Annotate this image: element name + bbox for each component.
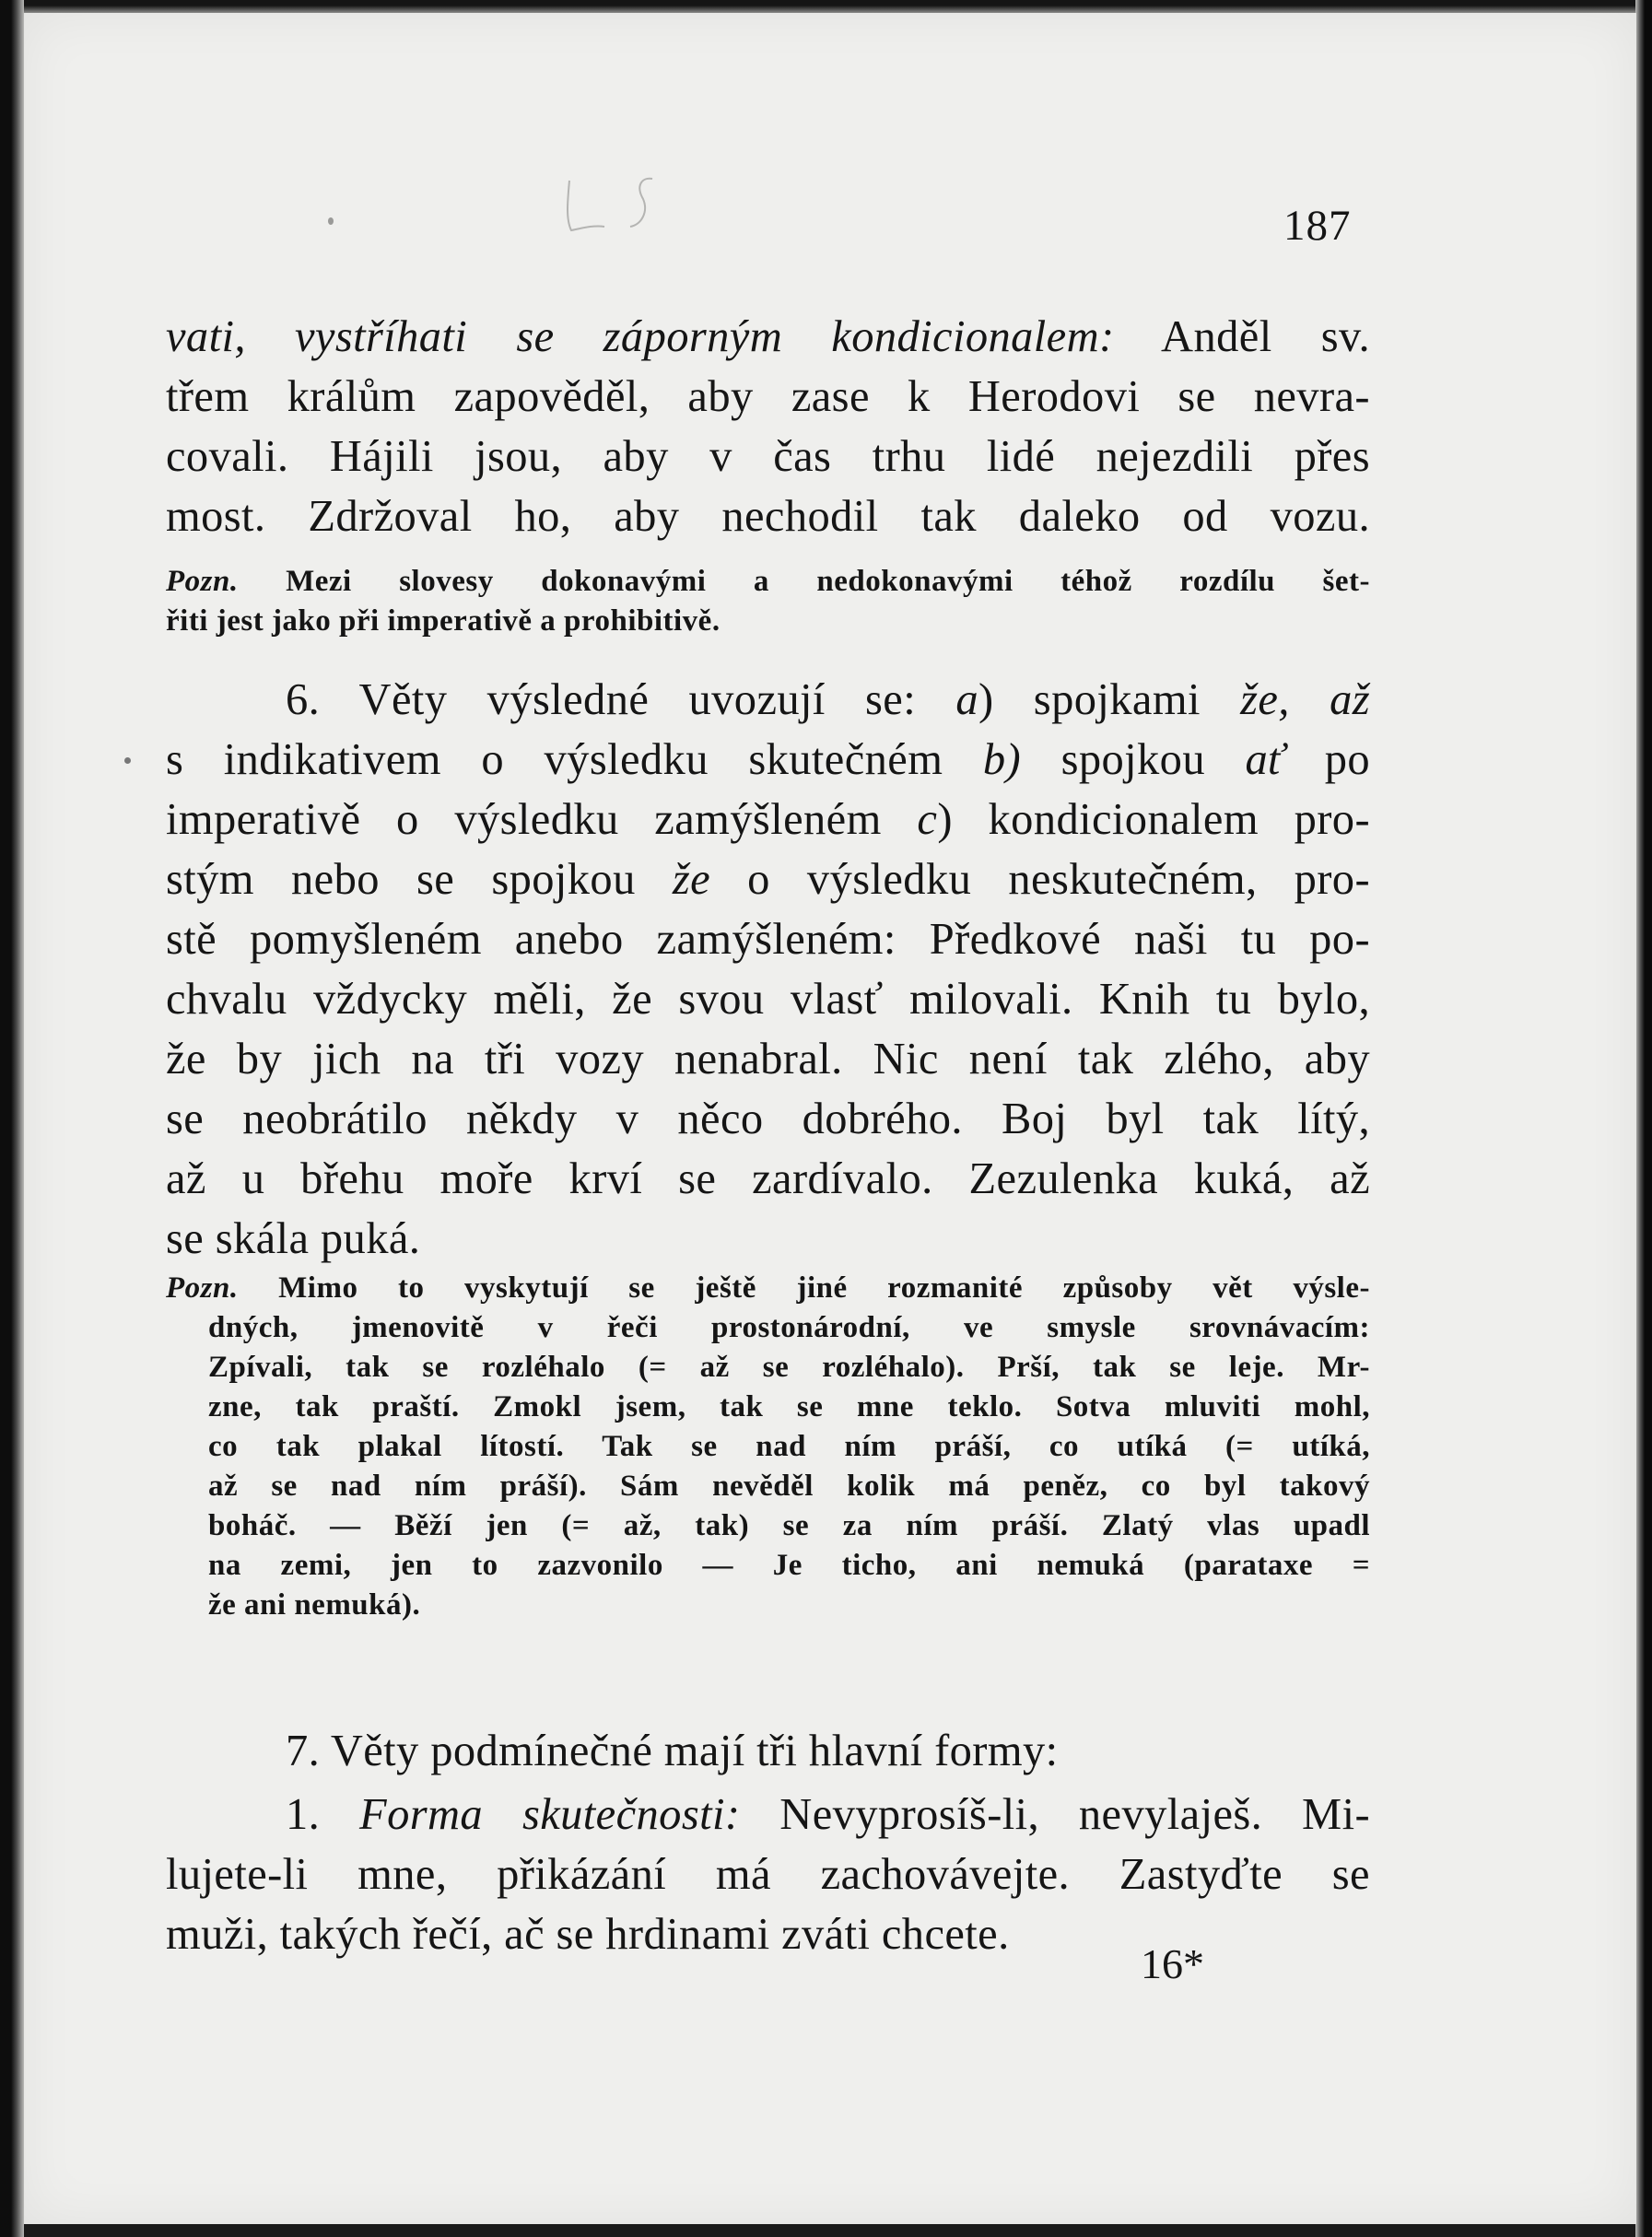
paragraph-continuation <box>166 307 1370 546</box>
text-span: ) spojkami <box>978 675 1241 724</box>
scan-left-edge <box>0 0 24 2237</box>
page-number: 187 <box>1283 202 1352 250</box>
text-line: covali. Hájili jsou, aby v čas trhu lidé nejezdili přes <box>166 432 1370 481</box>
pencil-mark <box>553 173 673 238</box>
text-line: na zemi, jen to zazvonilo — Je ticho, ani nemuká (parataxe = <box>208 1549 1370 1582</box>
text-line: se neobrátilo někdy v něco dobrého. Boj byl tak lítý, <box>166 1095 1370 1143</box>
text-line: co tak plakal lítostí. Tak se nad ním práší, co utíká (= utíká, <box>208 1430 1370 1463</box>
text-span: s indikativem o výsledku skutečném <box>166 735 983 784</box>
signature-mark: 16* <box>1141 1940 1204 1987</box>
text-line: řiti jest jako při imperativě a prohibitivě. <box>166 604 721 638</box>
text-line <box>166 730 1370 790</box>
text-span: 6. Věty výsledné uvozují se: <box>286 675 956 724</box>
text-span: Nevyprosíš-li, nevylaješ. Mi- <box>740 1790 1370 1839</box>
text-span: po <box>1284 735 1370 784</box>
text-line: boháč. — Běží jen (= až, tak) se za ním práší. Zlatý vlas upadl <box>208 1509 1370 1542</box>
margin-dot <box>124 757 131 764</box>
text-line: že ani nemuká). <box>208 1588 421 1622</box>
text-span: Anděl sv. <box>1114 312 1370 361</box>
scan-top-edge <box>0 0 1652 13</box>
note-2 <box>166 1269 1370 1625</box>
italic-term: a <box>955 675 979 724</box>
text-line: třem králům zapověděl, aby zase k Herodovi se nevra- <box>166 372 1370 421</box>
text-span: 1. <box>286 1790 360 1839</box>
text-line: Zpívali, tak se rozléhalo (= až se rozléhalo). Prší, tak se leje. Mr- <box>208 1351 1370 1384</box>
text-line <box>166 1269 1370 1308</box>
text-line: muži, takých řečí, ač se hrdinami zváti chcete. <box>166 1910 1010 1959</box>
text-line: až u břehu moře krví se zardívalo. Zezulenka kuká, až <box>166 1154 1370 1203</box>
text-line: stě pomyšleném anebo zamýšleném: Předkové naši tu po- <box>166 915 1370 964</box>
text-line: zne, tak praští. Zmokl jsem, tak se mne teklo. Sotva mluviti mohl, <box>208 1390 1370 1423</box>
italic-term: Forma skutečnosti: <box>359 1790 741 1839</box>
italic-term: c <box>917 795 938 844</box>
text-line <box>166 307 1370 367</box>
italic-term: že <box>672 855 711 904</box>
text-span: imperativě o výsledku zamýšleném <box>166 795 918 844</box>
text-span: spojkou <box>1021 735 1246 784</box>
text-span: Mezi slovesy dokonavými a nedokonavými téhož rozdílu šet- <box>238 565 1370 598</box>
italic-term: b) <box>982 735 1022 784</box>
text-line: lujete-li mne, přikázání má zachovávejte. Zastyďte se <box>166 1850 1370 1899</box>
text-span: ) kondicionalem pro- <box>937 795 1370 844</box>
italic-term: že, až <box>1240 675 1370 724</box>
section-7-form-1 <box>166 1785 1370 1964</box>
italic-term: vati, vystříhati se záporným kondicionalem: <box>166 312 1115 361</box>
scan-right-edge <box>1635 0 1652 2237</box>
text-line <box>166 790 1370 849</box>
scan-speck <box>328 217 334 225</box>
note-label: Pozn. <box>166 565 239 598</box>
text-line <box>166 849 1370 909</box>
note-1 <box>166 562 1370 641</box>
text-span: Mimo to vyskytují se ještě jiné rozmanité způsoby vět výsle- <box>238 1271 1370 1305</box>
text-line: 7. Věty podmínečné mají tři hlavní formy: <box>286 1727 1059 1775</box>
text-line: se skála puká. <box>166 1214 421 1263</box>
italic-term: ať <box>1245 735 1285 784</box>
text-line <box>166 562 1370 602</box>
text-line: dných, jmenovitě v řeči prostonárodní, ve smysle srovnávacím: <box>208 1311 1370 1344</box>
section-6-paragraph <box>166 670 1370 1269</box>
text-line: most. Zdržoval ho, aby nechodil tak daleko od vozu. <box>166 492 1370 541</box>
text-line <box>166 1785 1370 1845</box>
text-line: chvalu vždycky měli, že svou vlasť milovali. Knih tu bylo, <box>166 975 1370 1024</box>
section-7-heading <box>166 1721 1370 1781</box>
text-line: až se nad ním práší). Sám nevěděl kolik má peněz, co byl takový <box>208 1470 1370 1503</box>
text-line: že by jich na tři vozy nenabral. Nic není tak zlého, aby <box>166 1035 1370 1083</box>
text-line <box>166 670 1370 730</box>
note-label: Pozn. <box>166 1271 239 1305</box>
text-span: stým nebo se spojkou <box>166 855 673 904</box>
text-span: o výsledku neskutečném, pro- <box>710 855 1370 904</box>
